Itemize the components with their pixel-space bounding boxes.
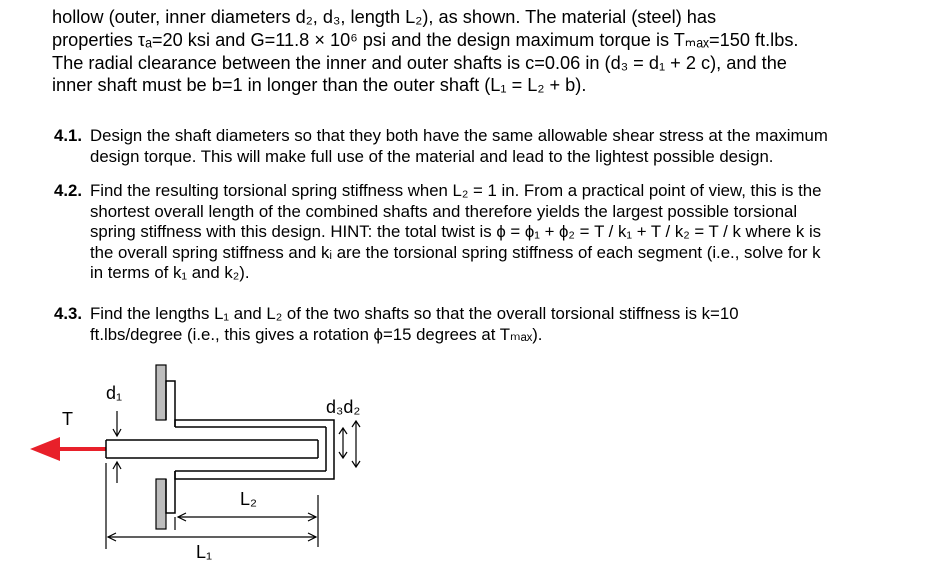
intro-line: inner shaft must be b=1 in longer than the outer shaft (L₁ = L₂ + b).: [52, 75, 587, 96]
L1-label: L₁: [196, 542, 213, 562]
intro-line: hollow (outer, inner diameters d₂, d₃, length L₂), as shown. The material (steel) has: [52, 7, 717, 27]
question-line: design torque. This will make full use of the material and lead to the lightest possible design.: [90, 146, 774, 166]
question-body: [90, 304, 739, 345]
question-number: 4.3.: [54, 304, 82, 323]
question-body: [90, 126, 828, 167]
question-line: ft.lbs/degree (i.e., this gives a rotation ϕ=15 degrees at Tₘₐₓ).: [90, 324, 543, 344]
d3-d2-dimension-arrows: [339, 421, 360, 467]
torque-label: T: [62, 409, 73, 429]
L1-dimension: [106, 463, 316, 549]
question-line: the overall spring stiffness and kᵢ are the torsional spring stiffness of each segment (i.e., solve for k: [90, 242, 821, 262]
question-number: 4.1.: [54, 126, 82, 145]
d1-dimension-arrows: [113, 411, 121, 483]
inner-shaft: [106, 440, 318, 458]
d3d2-label: d₃d₂: [326, 397, 361, 417]
upper-support: [156, 365, 175, 427]
question-line: Design the shaft diameters so that they both have the same allowable shear stress at the maximum: [90, 126, 828, 145]
question-number: 4.2.: [54, 181, 82, 200]
d1-label: d₁: [106, 383, 123, 403]
intro-line: properties τₐ=20 ksi and G=11.8 × 10⁶ psi and the design maximum torque is Tₘₐₓ=150 ft.lbs.: [52, 29, 799, 50]
torque-arrow: [30, 437, 106, 461]
outer-shaft: [175, 420, 334, 479]
shaft-diagram: [20, 355, 400, 580]
intro-paragraph: [52, 6, 932, 97]
question-line: in terms of k₁ and k₂).: [90, 263, 250, 282]
lower-support: [156, 471, 175, 529]
question-line: Find the resulting torsional spring stiffness when L₂ = 1 in. From a practical point of view, this is the: [90, 181, 822, 200]
question-line: shortest overall length of the combined shafts and therefore yields the largest possible torsional: [90, 201, 798, 221]
L2-label: L₂: [240, 489, 257, 509]
intro-line: The radial clearance between the inner and outer shafts is c=0.06 in (d₃ = d₁ + 2 c), and the: [52, 52, 787, 73]
question-line: spring stiffness with this design. HINT: the total twist is ϕ = ϕ₁ + ϕ₂ = T / k₁ + T / k₂ = T / k where k is: [90, 222, 822, 241]
question-line: Find the lengths L₁ and L₂ of the two shafts so that the overall torsional stiffness is k=10: [90, 304, 739, 323]
question-body: [90, 181, 821, 284]
